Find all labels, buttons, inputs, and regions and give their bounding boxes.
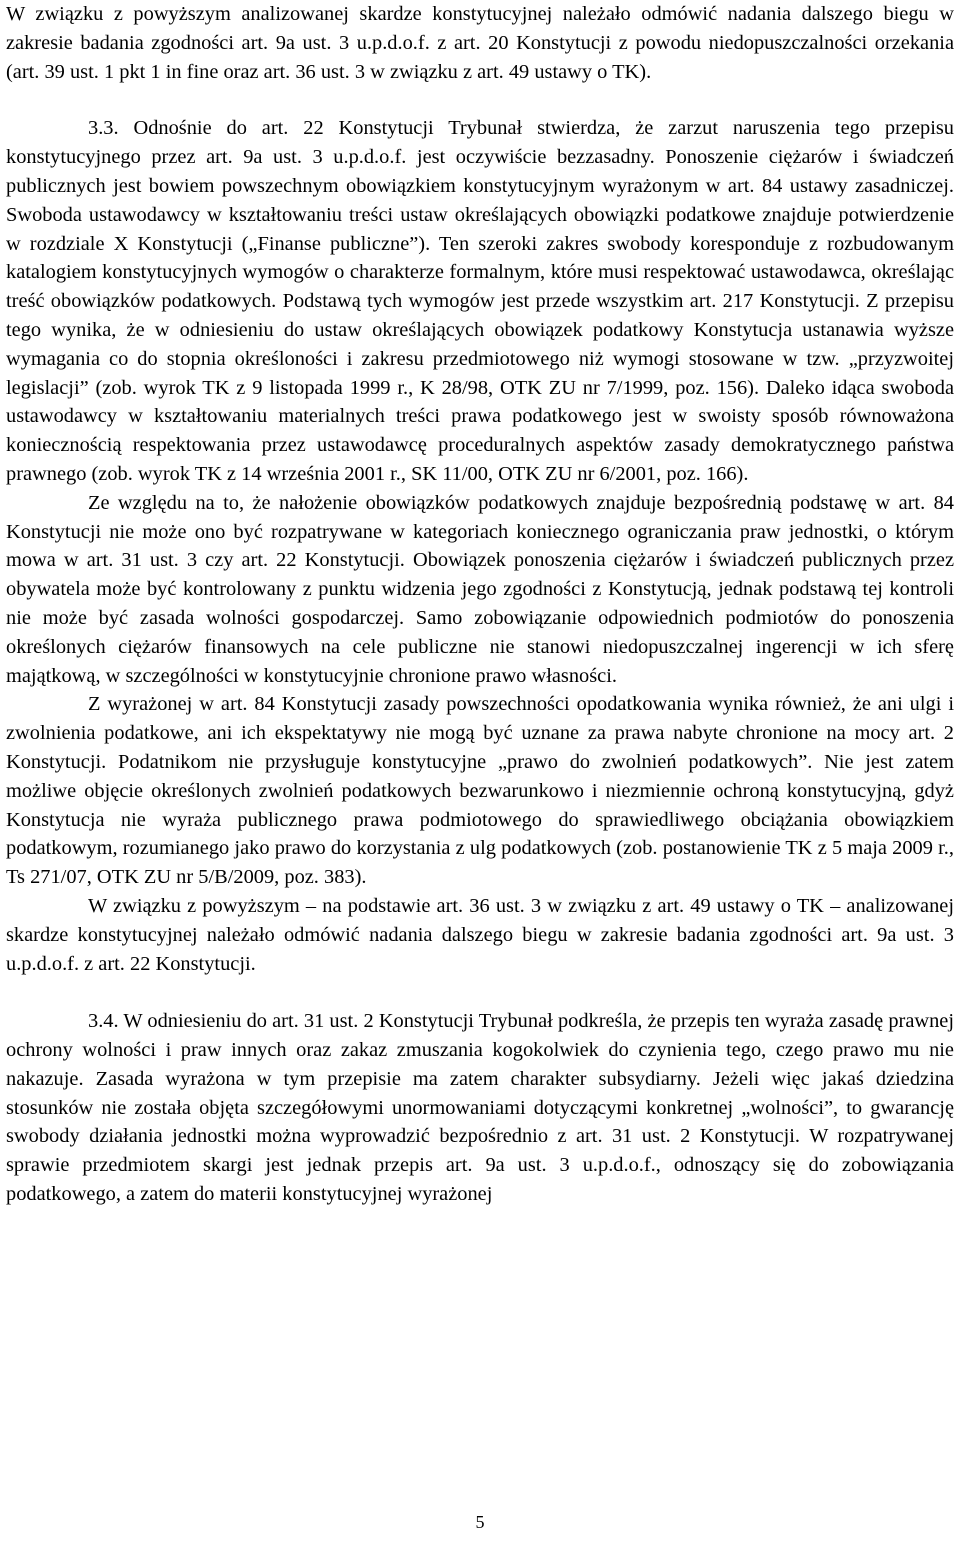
paragraph-section-3-3: 3.3. Odnośnie do art. 22 Konstytucji Trybunał stwierdza, że zarzut naruszenia tego przepisu konstytucyjnego przez art. 9a ust. 3 u.p.d.o.f. jest oczywiście bezzasadny. Ponoszenie ciężarów i świadczeń publicznych jest bowiem powszechnym obowiązkiem konstytucyjnym wyrażonym w art. 84 ustawy zasadniczej. Swoboda ustawodawcy w kształtowaniu treści ustaw określających obowiązki podatkowe znajduje potwierdzenie w rozdziale X Konstytucji („Finanse publiczne”). Ten szeroki zakres swobody koresponduje z rozbudowanym katalogiem konstytucyjnych wymogów o charakterze formalnym, które musi respektować ustawodawca, określając treść obowiązków podatkowych. Podstawą tych wymogów jest przede wszystkim art. 217 Konstytucji. Z przepisu tego wynika, że w odniesieniu do ustaw określających obowiązek podatkowy Konstytucja ustanawia wyższe wymagania co do stopnia określoności i zakresu przedmiotowego niż wymogi stosowane w tzw. „przyzwoitej legislacji” (zob. wyrok TK z 9 listopada 1999 r., K 28/98, OTK ZU nr 7/1999, poz. 156). Daleko idąca swoboda ustawodawcy w kształtowaniu materialnych treści prawa podatkowego jest w swoisty sposób równoważona koniecznością respektowania przez ustawodawcę proceduralnych aspektów zasady demokratycznego państwa prawnego (zob. wyrok TK z 14 września 2001 r., SK 11/00, OTK ZU nr 6/2001, poz. 166).	[6, 117, 954, 485]
page-number: 5	[475, 1512, 485, 1532]
paragraph-universality-of-taxation: Z wyrażonej w art. 84 Konstytucji zasady powszechności opodatkowania wynika również, że ani ulgi i zwolnienia podatkowe, ani ich ekspektatywy nie mogą być uznane za prawa nabyte chronione na mocy art. 2 Konstytucji. Podatnikom nie przysługuje konstytucyjne „prawo do zwolnień podatkowych”. Nie jest zatem możliwe objęcie określonych zwolnień podatkowych bezwarunkowo i niezmiennie ochroną konstytucyjną, gdyż Konstytucja nie wyraża publicznego prawa podmiotowego do sprawiedliwego obciążania obowiązkiem podatkowym, rozumianego jako prawo do korzystania z ulg podatkowych (zob. postanowienie TK z 5 maja 2009 r., Ts 271/07, OTK ZU nr 5/B/2009, poz. 383).	[6, 693, 954, 889]
document-page	[6, 0, 954, 1209]
paragraph-section-3-4: 3.4. W odniesieniu do art. 31 ust. 2 Konstytucji Trybunał podkreśla, że przepis ten wyraża zasadę prawnej ochrony wolności i praw innych oraz zakaz zmuszania kogokolwiek do czynienia tego, czego prawo mu nie nakazuje. Zasada wyrażona w tym przepisie ma zatem charakter subsydiarny. Jeżeli więc jakaś dziedzina stosunków nie została objęta szczegółowymi unormowaniami dotyczącymi konkretnej „wolności”, to gwarancję swobody działania jednostki można wyprowadzić bezpośrednio z art. 31 ust. 2 Konstytucji. W rozpatrywanej sprawie przedmiotem skargi jest jednak przepis art. 9a ust. 3 u.p.d.o.f., odnoszący się do zobowiązania podatkowego, a zatem do materii konstytucyjnej wyrażonej	[6, 1010, 954, 1206]
paragraph-tax-obligations: Ze względu na to, że nałożenie obowiązków podatkowych znajduje bezpośrednią podstawę w art. 84 Konstytucji nie może ono być rozpatrywane w kategoriach koniecznego ograniczania praw jednostki, o którym mowa w art. 31 ust. 3 czy art. 22 Konstytucji. Obowiązek ponoszenia ciężarów i świadczeń publicznych przez obywatela może być kontrolowany z punktu widzenia jego zgodności z Konstytucją, jednak podstawą tej kontroli nie może być zasada wolności gospodarczej. Samo zobowiązanie odpowiednich podmiotów do ponoszenia określonych ciężarów finansowych na cele publiczne nie stanowi niedopuszczalnej ingerencji w ich sferę majątkową, w szczególności w konstytucyjnie chronione prawo własności.	[6, 491, 954, 687]
paragraph-refusal-art-20: W związku z powyższym analizowanej skardze konstytucyjnej należało odmówić nadania dalszego biegu w zakresie badania zgodności art. 9a ust. 3 u.p.d.o.f. z art. 20 Konstytucji z powodu niedopuszczalności orzekania (art. 39 ust. 1 pkt 1 in fine oraz art. 36 ust. 3 w związku z art. 49 ustawy o TK).	[6, 3, 954, 83]
paragraph-refusal-art-22: W związku z powyższym – na podstawie art. 36 ust. 3 w związku z art. 49 ustawy o TK – analizowanej skardze konstytucyjnej należało odmówić nadania dalszego biegu w zakresie badania zgodności art. 9a ust. 3 u.p.d.o.f. z art. 22 Konstytucji.	[6, 894, 954, 975]
